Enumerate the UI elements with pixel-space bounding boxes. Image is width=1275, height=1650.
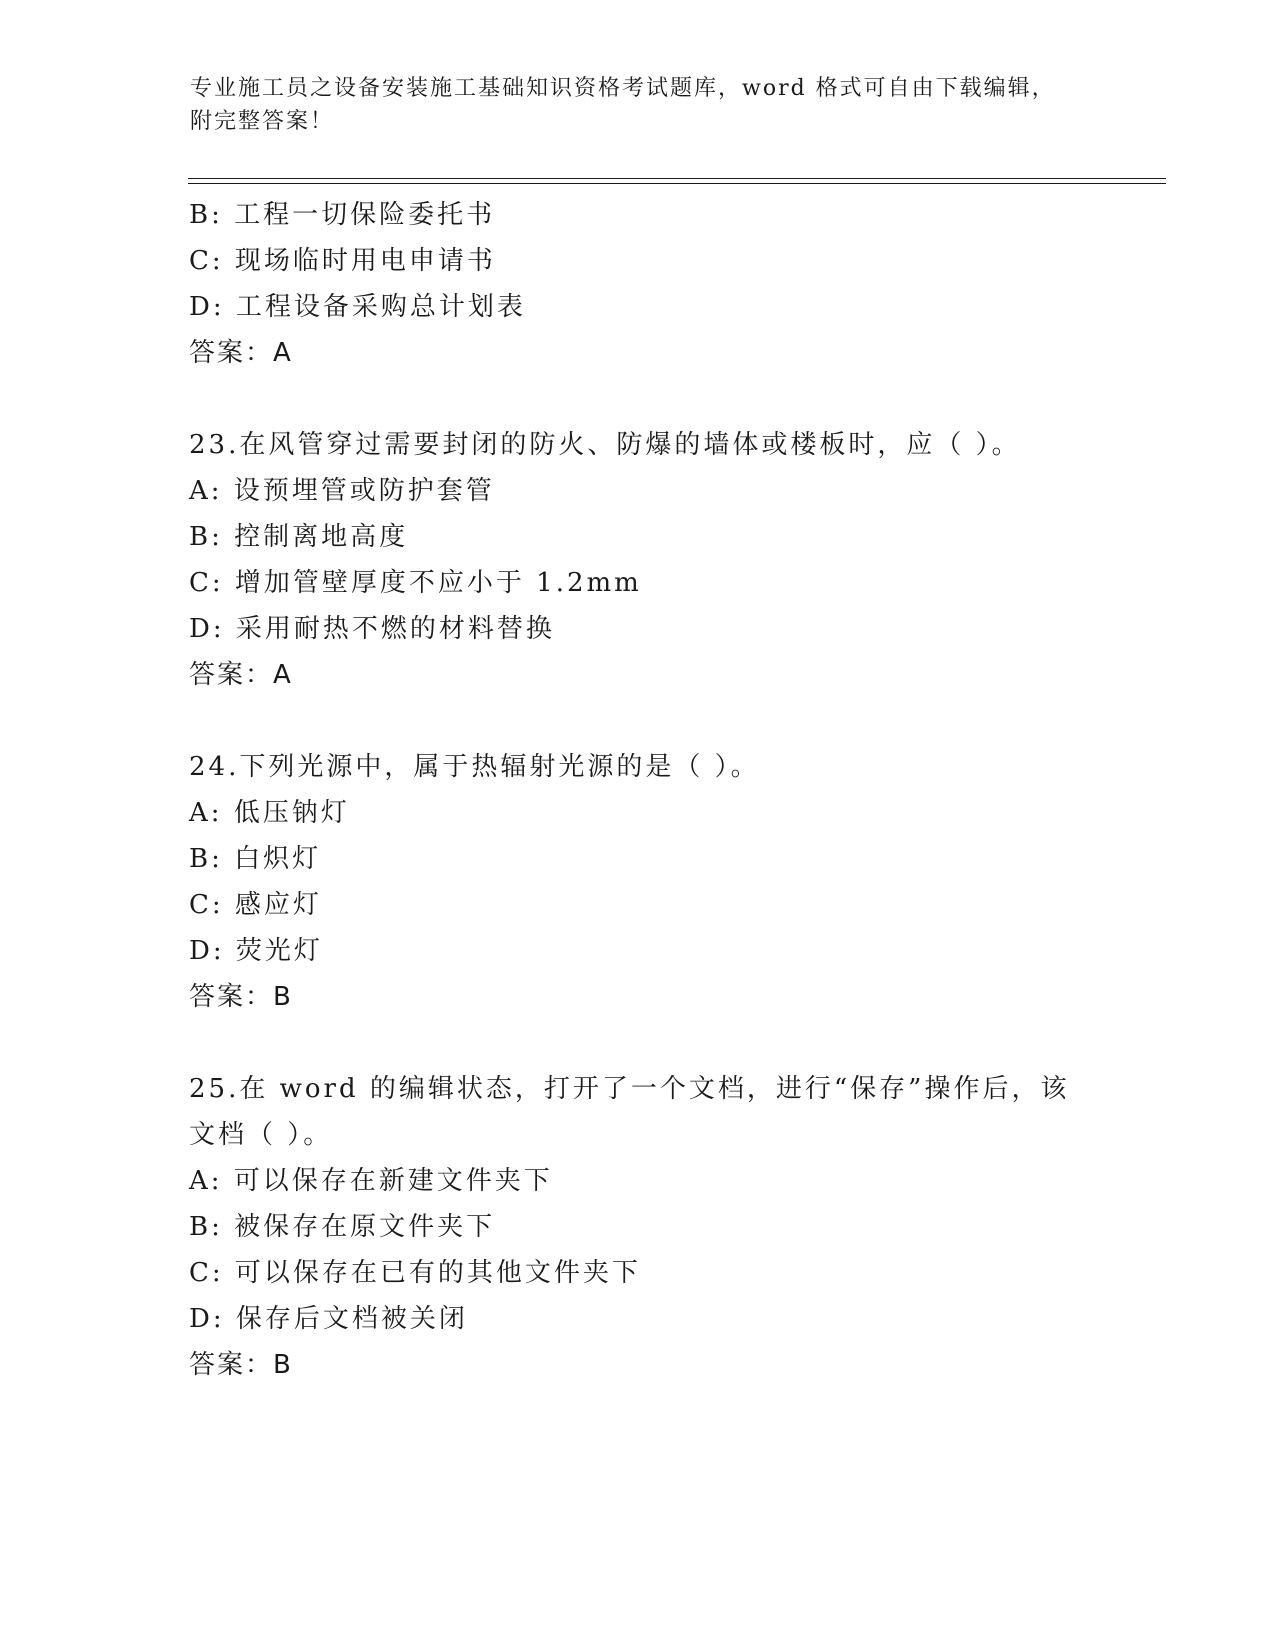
header-line-1: 专业施工员之设备安装施工基础知识资格考试题库，word 格式可自由下载编辑， bbox=[190, 76, 1056, 101]
document-header bbox=[190, 72, 1070, 138]
spacer bbox=[189, 1020, 1089, 1066]
answer-line: 答案：B bbox=[189, 1350, 293, 1380]
option-b: B: 白炽灯 bbox=[189, 844, 322, 874]
question-25 bbox=[189, 1066, 1089, 1388]
question-stem-line-2: 文档（ ）。 bbox=[189, 1120, 333, 1150]
question-stem: 24.下列光源中，属于热辐射光源的是（ ）。 bbox=[189, 752, 760, 782]
option-b: B: 工程一切保险委托书 bbox=[189, 200, 496, 230]
option-d: D: 采用耐热不燃的材料替换 bbox=[189, 614, 555, 644]
option-b: B: 控制离地高度 bbox=[189, 522, 409, 552]
answer-line: 答案：B bbox=[189, 982, 293, 1012]
header-divider-bottom bbox=[188, 183, 1166, 184]
option-d: D: 荧光灯 bbox=[189, 936, 323, 966]
spacer bbox=[189, 376, 1089, 422]
answer-line: 答案：A bbox=[189, 338, 293, 368]
spacer bbox=[189, 698, 1089, 744]
question-23 bbox=[189, 422, 1089, 698]
option-a: A: 可以保存在新建文件夹下 bbox=[189, 1166, 553, 1196]
header-line-2: 附完整答案！ bbox=[190, 109, 335, 134]
question-24 bbox=[189, 744, 1089, 1020]
option-c: C: 增加管壁厚度不应小于 1.2mm bbox=[189, 568, 642, 598]
option-b: B: 被保存在原文件夹下 bbox=[189, 1212, 496, 1242]
option-c: C: 感应灯 bbox=[189, 890, 322, 920]
question-stem: 23.在风管穿过需要封闭的防火、防爆的墙体或楼板时，应（ ）。 bbox=[189, 430, 1021, 460]
option-c: C: 现场临时用电申请书 bbox=[189, 246, 496, 276]
partial-question bbox=[189, 192, 1089, 376]
question-list bbox=[189, 192, 1089, 1388]
option-a: A: 设预埋管或防护套管 bbox=[189, 476, 495, 506]
option-d: D: 工程设备采购总计划表 bbox=[189, 292, 526, 322]
question-stem-line-1: 25.在 word 的编辑状态，打开了一个文档，进行“保存”操作后，该 bbox=[189, 1074, 1070, 1104]
option-a: A: 低压钠灯 bbox=[189, 798, 350, 828]
header-divider-top bbox=[188, 178, 1166, 179]
option-d: D: 保存后文档被关闭 bbox=[189, 1304, 468, 1334]
answer-line: 答案：A bbox=[189, 660, 293, 690]
option-c: C: 可以保存在已有的其他文件夹下 bbox=[189, 1258, 641, 1288]
